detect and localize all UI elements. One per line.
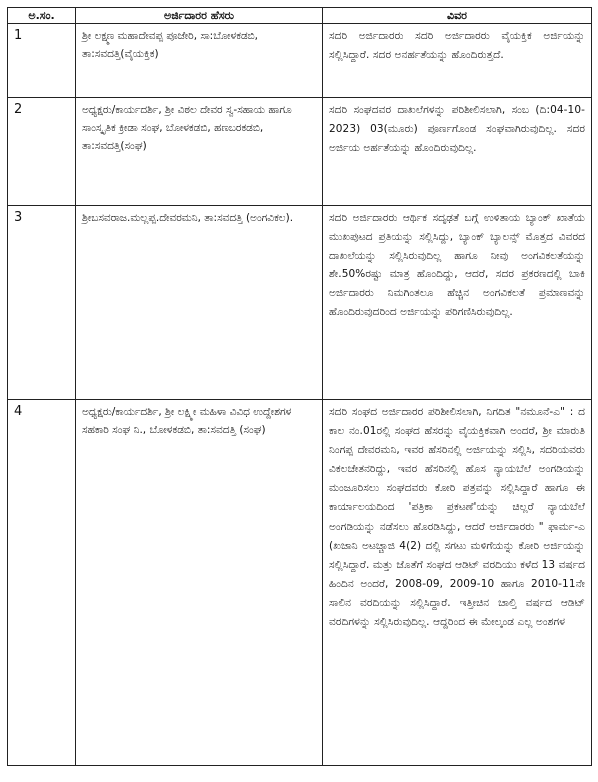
applications-table — [7, 7, 592, 766]
header-applicant-name: ಅರ್ಜಿದಾರರ ಹೆಸರು — [76, 8, 323, 24]
table-row — [8, 24, 592, 98]
applicant-name-cell: ಶ್ರೀ ಲಕ್ಷ್ಮಣ ಮಹಾದೇವಪ್ಪ ಪೂಜೇರಿ, ಸಾ:ಬೋಳಕಡಬಿ, ತಾ:ಸವದತ್ತಿ(ವೈಯಕ್ತಿಕ) — [76, 24, 323, 98]
serial-number-cell: 1 — [8, 24, 76, 98]
applicant-name-cell: ಅಧ್ಯಕ್ಷರು/ಕಾರ್ಯದರ್ಶಿ, ಶ್ರೀ ವಿಠಲ ದೇವರ ಸ್ವ-ಸಹಾಯ ಹಾಗೂ ಸಾಂಸ್ಕೃತಿಕ ಕ್ರೀಡಾ ಸಂಘ, ಬೋಳಕಡಬಿ, ಹಣಬರಕಡಬಿ, ತಾ:ಸವದತ್ತಿ(ಸಂಘ) — [76, 98, 323, 206]
table-row — [8, 206, 592, 400]
header-serial-number: ಅ.ಸಂ. — [8, 8, 76, 24]
table-row — [8, 400, 592, 766]
table-header-row — [8, 8, 592, 24]
table-row — [8, 98, 592, 206]
serial-number-cell: 3 — [8, 206, 76, 400]
serial-number-cell: 4 — [8, 400, 76, 766]
serial-number-cell: 2 — [8, 98, 76, 206]
header-details: ವಿವರ — [323, 8, 592, 24]
details-cell: ಸದರಿ ಅರ್ಜಿದಾರರು ಆರ್ಥಿಕ ಸದೃಢತೆ ಬಗ್ಗೆ ಉಳಿತಾಯ ಬ್ಯಾಂಕ್ ಖಾತೆಯ ಮುಖಪುಟದ ಪ್ರತಿಯನ್ನು ಸಲ್ಲಿಸಿದ್ದು, ಬ್ಯಾಂಕ್ ಬ್ಯಾಲನ್ಸ್ ಮೊತ್ತದ ವಿವರದ ದಾಖಲೆಯನ್ನು ಸಲ್ಲಿಸಿರುವುದಿಲ್ಲ ಹಾಗೂ ನೀವು ಅಂಗವಿಕಲತೆಯನ್ನು ಶೇ.50%ರಷ್ಟು ಮಾತ್ರ ಹೊಂದಿದ್ದು, ಆದರೆ, ಸದರ ಪ್ರಕರಣದಲ್ಲಿ ಬಾಕಿ ಅರ್ಜಿದಾರರು ನಿಮಗಿಂತಲೂ ಹೆಚ್ಚಿನ ಅಂಗವಿಕಲತೆ ಪ್ರಮಾಣವನ್ನು ಹೊಂದಿರುವುದರಿಂದ ಅರ್ಜಿಯನ್ನು ಪರಿಗಣಿಸಿರುವುದಿಲ್ಲ. — [323, 206, 592, 400]
details-cell: ಸದರಿ ಸಂಘದವರ ದಾಖಲೆಗಳನ್ನು ಪರಿಶೀಲಿಸಲಾಗಿ, ಸಂಬ (ದಿ:04-10-2023) 03(ಮೂರು) ಪೂರ್ಣಗೊಂಡ ಸಂಘವಾಗಿರುವುದಿಲ್ಲ. ಸದರ ಅರ್ಜಿಯ ಅರ್ಹತೆಯನ್ನು ಹೊಂದಿರುವುದಿಲ್ಲ. — [323, 98, 592, 206]
details-cell: ಸದರಿ ಅರ್ಜಿದಾರರು ಸದರಿ ಅರ್ಜಿದಾರರು ವೈಯಕ್ತಿಕ ಅರ್ಜಿಯನ್ನು ಸಲ್ಲಿಸಿದ್ದಾರೆ. ಸದರ ಅನರ್ಹತೆಯನ್ನು ಹೊಂದಿರುತ್ತದೆ. — [323, 24, 592, 98]
details-cell: ಸದರಿ ಸಂಘದ ಅರ್ಜಿದಾರರ ಪರಿಶೀಲಿಸಲಾಗಿ, ನಿಗದಿತ "ನಮೂನೆ-ಎ" : ದ ಕಾಲ ನಂ.01ರಲ್ಲಿ ಸಂಘದ ಹೆಸರನ್ನು ವೈಯಕ್ತಿಕವಾಗಿ ಅಂದರೆ, ಶ್ರೀ ಮಾರುತಿ ನಿಂಗಪ್ಪ ದೇವರಮನಿ, ಇವರ ಹೆಸರಿನಲ್ಲಿ ಅರ್ಜಿಯನ್ನು ಸಲ್ಲಿಸಿ, ಸದರಿಯವರು ವಿಕಲಚೇತನರಿದ್ದು, ಇವರ ಹೆಸರಿನಲ್ಲಿ ಹೊಸ ನ್ಯಾಯಬೆಲೆ ಅಂಗಡಿಯನ್ನು ಮಂಜೂರಿಸಲು ಸಂಘದವರು ಕೋರಿ ಪತ್ರವನ್ನು ಸಲ್ಲಿಸಿದ್ದಾರೆ ಹಾಗೂ ಈ ಕಾರ್ಯಾಲಯದಿಂದ 'ಪತ್ರಿಕಾ ಪ್ರಕಟಣೆ'ಯನ್ನು ಚಿಲ್ಲರೆ ನ್ಯಾಯಬೆಲೆ ಅಂಗಡಿಯನ್ನು ನಡೆಸಲು ಹೊರಡಿಸಿದ್ದು, ಆದರೆ ಅರ್ಜಿದಾರರು " ಫಾರ್ಮ-ಎ (ಖಜಾನಿ ಅಟಚ್ಚಾಜಿ 4(2) ದಲ್ಲಿ ಸಗಟು ಮಳಿಗೆಯನ್ನು ಕೋರಿ ಅರ್ಜಿಯನ್ನು ಸಲ್ಲಿಸಿದ್ದಾರೆ. ಮತ್ತು ಜೊತೆಗೆ ಸಂಘದ ಆಡಿಟ್ ವರದಿಯು ಕಳೆದ 13 ವರ್ಷದ ಹಿಂದಿನ ಅಂದರೆ, 2008-09, 2009-10 ಹಾಗೂ 2010-11ನೇ ಸಾಲಿನ ವರದಿಯನ್ನು ಸಲ್ಲಿಸಿದ್ದಾರೆ. ಇತ್ತೀಚಿನ ಚಾಲ್ತಿ ವರ್ಷದ ಆಡಿಟ್ ವರದಿಗಳನ್ನು ಸಲ್ಲಿಸಿರುವುದಿಲ್ಲ. ಆದ್ದರಿಂದ ಈ ಮೇಲ್ಕಂಡ ಎಲ್ಲ ಅಂಶಗಳ — [323, 400, 592, 766]
applicant-name-cell: ಅಧ್ಯಕ್ಷರು/ಕಾರ್ಯದರ್ಶಿ, ಶ್ರೀ ಲಕ್ಷ್ಮೀ ಮಹಿಳಾ ವಿವಿಧ ಉದ್ದೇಶಗಳ ಸಹಕಾರಿ ಸಂಘ ನಿ., ಬೋಳಕಡಬಿ, ತಾ:ಸವದತ್ತಿ (ಸಂಘ) — [76, 400, 323, 766]
applicant-name-cell: ಶ್ರೀಬಸವರಾಜ.ಮಲ್ಲಪ್ಪ.ದೇವರಮನಿ, ತಾ:ಸವದತ್ತಿ (ಅಂಗವಿಕಲ). — [76, 206, 323, 400]
